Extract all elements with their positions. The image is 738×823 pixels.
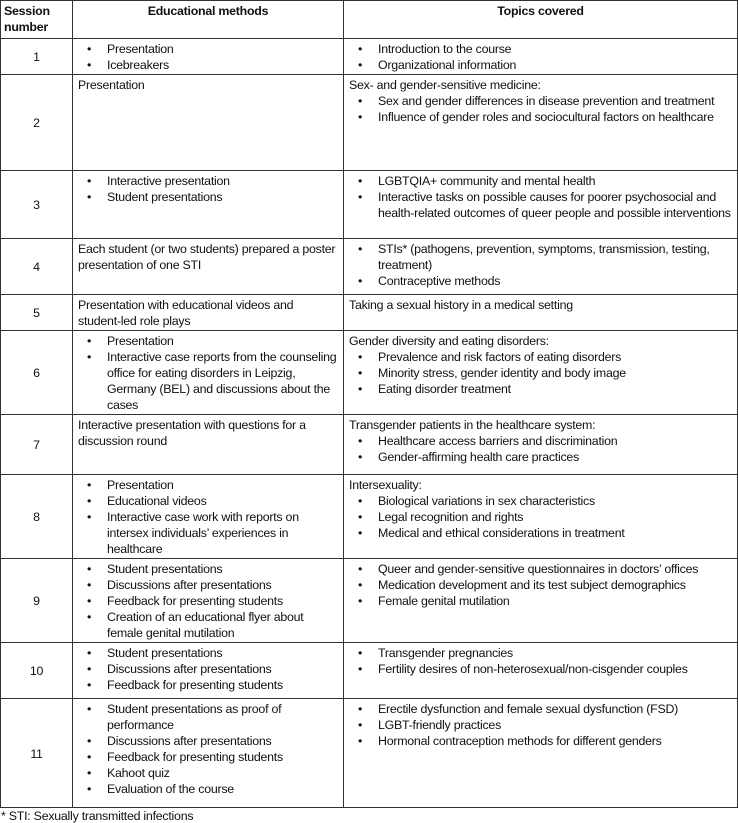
topics-cell-list: [349, 349, 732, 397]
session-number: 6: [1, 331, 73, 415]
list-item: • Female genital mutilation: [349, 593, 732, 609]
list-item: • Kahoot quiz: [78, 765, 338, 781]
list-item: • LGBT-friendly practices: [349, 717, 732, 733]
topics-cell: [344, 239, 738, 295]
list-item: • Fertility desires of non-heterosexual/non-cisgender couples: [349, 661, 732, 677]
topics-cell: [344, 559, 738, 643]
methods-cell: [73, 415, 344, 475]
table-row: [1, 415, 738, 475]
list-item: • Prevalence and risk factors of eating disorders: [349, 349, 732, 365]
list-item: • Interactive presentation: [78, 173, 338, 189]
table-row: [1, 699, 738, 808]
topics-cell-intro: Taking a sexual history in a medical setting: [349, 298, 573, 312]
list-item: • Queer and gender-sensitive questionnaires in doctors’ offices: [349, 561, 732, 577]
session-number: 3: [1, 171, 73, 239]
methods-cell: [73, 559, 344, 643]
topics-cell-list: [349, 561, 732, 609]
methods-cell: [73, 171, 344, 239]
list-item: • Interactive case reports from the counseling office for eating disorders in Leipzig, Germany (BEL) and discussions about the cases: [78, 349, 338, 413]
list-item: • Evaluation of the course: [78, 781, 338, 797]
list-item: • Minority stress, gender identity and body image: [349, 365, 732, 381]
session-number: 4: [1, 239, 73, 295]
table-row: [1, 643, 738, 699]
table-row: [1, 39, 738, 75]
list-item: • LGBTQIA+ community and mental health: [349, 173, 732, 189]
topics-cell: [344, 475, 738, 559]
list-item: • Medication development and its test subject demographics: [349, 577, 732, 593]
list-item: • Creation of an educational flyer about female genital mutilation: [78, 609, 338, 641]
topics-cell: [344, 699, 738, 808]
list-item: • Discussions after presentations: [78, 733, 338, 749]
table-body: [1, 39, 738, 808]
list-item: • Contraceptive methods: [349, 273, 732, 289]
topics-cell-list: [349, 241, 732, 289]
methods-cell: [73, 643, 344, 699]
session-number: 8: [1, 475, 73, 559]
list-item: • Organizational information: [349, 57, 732, 73]
topics-cell: [344, 295, 738, 331]
topics-cell: [344, 415, 738, 475]
topics-cell-intro: Transgender patients in the healthcare system:: [349, 418, 596, 432]
table-row: [1, 171, 738, 239]
methods-cell: [73, 475, 344, 559]
list-item: • Influence of gender roles and sociocultural factors on healthcare: [349, 109, 732, 125]
header-topics-covered: Topics covered: [344, 1, 738, 39]
list-item: • Eating disorder treatment: [349, 381, 732, 397]
table-row: [1, 75, 738, 171]
topics-cell-list: [349, 173, 732, 221]
methods-cell-intro: Presentation: [78, 78, 145, 92]
list-item: • Feedback for presenting students: [78, 749, 338, 765]
topics-cell: [344, 75, 738, 171]
topics-cell: [344, 171, 738, 239]
topics-cell-list: [349, 493, 732, 541]
methods-cell: [73, 295, 344, 331]
methods-cell-list: [78, 41, 338, 73]
session-number: 7: [1, 415, 73, 475]
session-number: 11: [1, 699, 73, 808]
table-row: [1, 239, 738, 295]
header-row: [1, 1, 738, 39]
topics-cell: [344, 643, 738, 699]
session-number: 10: [1, 643, 73, 699]
session-number: 1: [1, 39, 73, 75]
methods-cell-list: [78, 561, 338, 641]
table-row: [1, 331, 738, 415]
list-item: • Transgender pregnancies: [349, 645, 732, 661]
session-number: 2: [1, 75, 73, 171]
topics-cell-list: [349, 433, 732, 465]
list-item: • Feedback for presenting students: [78, 593, 338, 609]
methods-cell-list: [78, 173, 338, 205]
list-item: • Student presentations: [78, 189, 338, 205]
topics-cell-intro: Sex- and gender-sensitive medicine:: [349, 78, 541, 92]
topics-cell-list: [349, 93, 732, 125]
methods-cell-list: [78, 701, 338, 797]
list-item: • Biological variations in sex characteristics: [349, 493, 732, 509]
methods-cell-list: [78, 645, 338, 693]
methods-cell-intro: Presentation with educational videos and student-led role plays: [78, 298, 294, 328]
list-item: • Gender-affirming health care practices: [349, 449, 732, 465]
list-item: • Educational videos: [78, 493, 338, 509]
list-item: • Introduction to the course: [349, 41, 732, 57]
footnote: * STI: Sexually transmitted infections: [1, 809, 194, 823]
list-item: • Icebreakers: [78, 57, 338, 73]
topics-cell-intro: Gender diversity and eating disorders:: [349, 334, 549, 348]
methods-cell: [73, 331, 344, 415]
list-item: • Student presentations: [78, 561, 338, 577]
methods-cell-list: [78, 333, 338, 413]
methods-cell-intro: Each student (or two students) prepared a poster presentation of one STI: [78, 242, 336, 272]
methods-cell: [73, 39, 344, 75]
list-item: • Erectile dysfunction and female sexual dysfunction (FSD): [349, 701, 732, 717]
list-item: • Discussions after presentations: [78, 577, 338, 593]
topics-cell-list: [349, 41, 732, 73]
topics-cell: [344, 331, 738, 415]
methods-cell: [73, 699, 344, 808]
list-item: • Feedback for presenting students: [78, 677, 338, 693]
list-item: • Healthcare access barriers and discrimination: [349, 433, 732, 449]
topics-cell-intro: Intersexuality:: [349, 478, 422, 492]
header-session-number: Session number: [1, 1, 73, 39]
list-item: • Sex and gender differences in disease prevention and treatment: [349, 93, 732, 109]
methods-cell: [73, 239, 344, 295]
table-row: [1, 295, 738, 331]
methods-cell-intro: Interactive presentation with questions for a discussion round: [78, 418, 306, 448]
session-number: 9: [1, 559, 73, 643]
list-item: • Medical and ethical considerations in treatment: [349, 525, 732, 541]
header-educational-methods: Educational methods: [73, 1, 344, 39]
list-item: • Discussions after presentations: [78, 661, 338, 677]
list-item: • Interactive case work with reports on intersex individuals’ experiences in healthcare: [78, 509, 338, 557]
list-item: • Presentation: [78, 41, 338, 57]
session-number: 5: [1, 295, 73, 331]
list-item: • Presentation: [78, 333, 338, 349]
list-item: • Hormonal contraception methods for different genders: [349, 733, 732, 749]
topics-cell-list: [349, 701, 732, 749]
list-item: • Presentation: [78, 477, 338, 493]
list-item: • Student presentations as proof of performance: [78, 701, 338, 733]
topics-cell: [344, 39, 738, 75]
methods-cell-list: [78, 477, 338, 557]
table-row: [1, 475, 738, 559]
list-item: • STIs* (pathogens, prevention, symptoms, transmission, testing, treatment): [349, 241, 732, 273]
methods-cell: [73, 75, 344, 171]
list-item: • Interactive tasks on possible causes for poorer psychosocial and health-related outcomes of queer people and possible interventions: [349, 189, 732, 221]
topics-cell-list: [349, 645, 732, 677]
list-item: • Student presentations: [78, 645, 338, 661]
list-item: • Legal recognition and rights: [349, 509, 732, 525]
table-row: [1, 559, 738, 643]
